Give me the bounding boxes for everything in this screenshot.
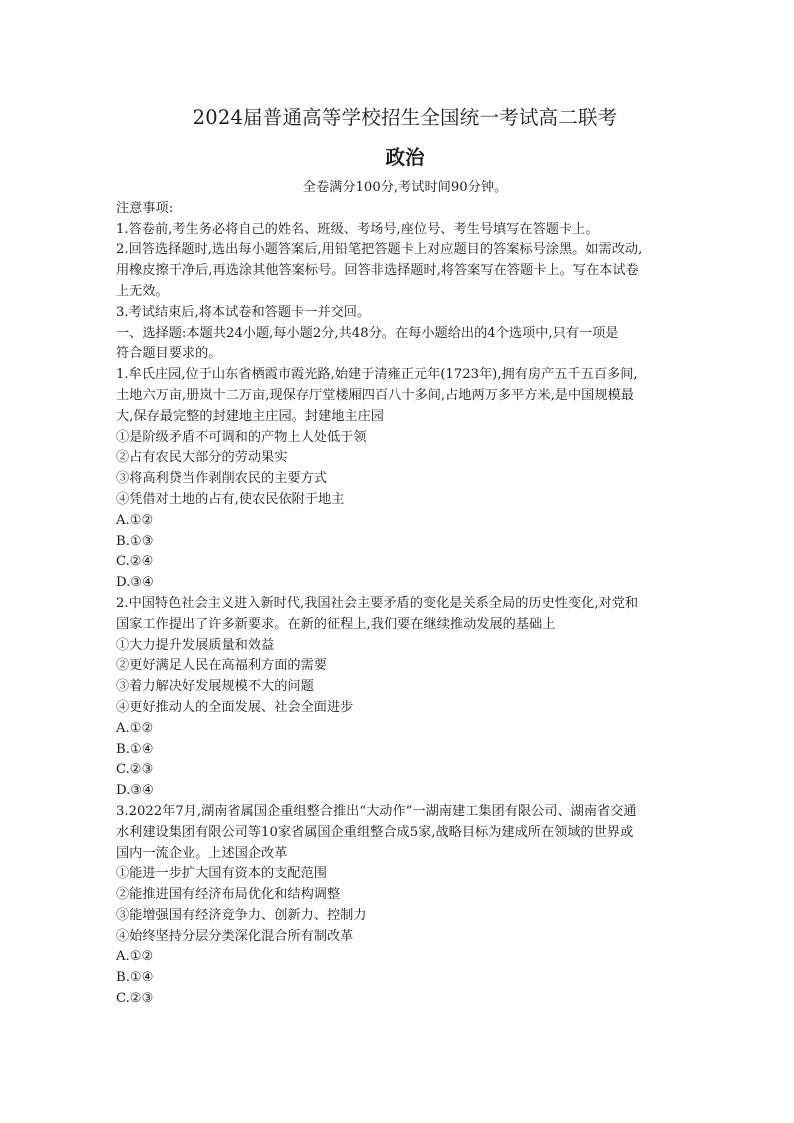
answer-option-b: B.①④ <box>116 741 154 757</box>
notes-line: 3.考试结束后,将本试卷和答题卡一并交回。 <box>116 304 371 320</box>
question-item: ④更好推动人的全面发展、社会全面进步 <box>116 699 354 715</box>
question-3 <box>116 802 694 1010</box>
section-heading <box>116 324 694 366</box>
question-stem: 国家工作提出了许多新要求。在新的征程上,我们要在继续推动发展的基础上 <box>116 616 556 632</box>
question-item: ③能增强国有经济竞争力、创新力、控制力 <box>116 907 367 923</box>
exam-info: 全卷满分100分,考试时间90分钟。 <box>302 180 508 195</box>
question-item: ①大力提升发展质量和效益 <box>116 637 275 653</box>
answer-option-b: B.①④ <box>116 970 154 986</box>
answer-option-a: A.①② <box>116 512 154 528</box>
notes-heading: 注意事项: <box>116 200 174 216</box>
question-stem: 土地六万亩,册岚十二万亩,现保存厅堂楼厢四百八十多间,占地两万多平方米,是中国规模最 <box>116 387 634 403</box>
section-line: 一、选择题:本题共24小题,每小题2分,共48分。在每小题给出的4个选项中,只有一项是 <box>116 325 619 341</box>
answer-option-c: C.②③ <box>116 991 154 1007</box>
question-item: ②占有农民大部分的劳动果实 <box>116 450 288 466</box>
question-item: ①是阶级矛盾不可调和的产物上人处低于领 <box>116 429 367 445</box>
notes-line: 2.回答选择题时,选出每小题答案后,用铅笔把答题卡上对应题目的答案标号涂黑。如需改动, <box>116 242 643 258</box>
section-line: 符合题目要求的。 <box>116 346 222 362</box>
question-stem: 国内一流企业。上述国企改革 <box>116 845 288 861</box>
notes-line: 用橡皮擦干净后,再选涂其他答案标号。回答非选择题时,将答案写在答题卡上。写在本试卷 <box>116 263 639 279</box>
question-item: ④始终坚持分层分类深化混合所有制改革 <box>116 928 354 944</box>
question-item: ③着力解决好发展规模不大的问题 <box>116 679 314 695</box>
question-stem: 1.牟氏庄园,位于山东省栖霞市霞光路,始建于清雍正元年(1723年),拥有房产五千五百多间, <box>116 367 638 383</box>
answer-option-c: C.②③ <box>116 762 154 778</box>
answer-option-d: D.③④ <box>116 575 154 591</box>
answer-option-a: A.①② <box>116 720 154 736</box>
question-stem: 大,保存最完整的封建地主庄园。封建地主庄园 <box>116 408 384 424</box>
question-item: ①能进一步扩大国有资本的支配范围 <box>116 866 327 882</box>
question-stem: 2.中国特色社会主义进入新时代,我国社会主要矛盾的变化是关系全局的历史性变化,对党和 <box>116 595 639 611</box>
question-stem: 水利建设集团有限公司等10家省属国企重组整合成5家,战略目标为建成所在领域的世界或 <box>116 824 634 840</box>
answer-option-c: C.②④ <box>116 554 154 570</box>
answer-option-d: D.③④ <box>116 783 154 799</box>
answer-option-a: A.①② <box>116 949 154 965</box>
notes-line: 上无效。 <box>116 283 169 299</box>
question-item: ④凭借对土地的占有,使农民依附于地主 <box>116 491 345 507</box>
exam-title: 2024届普通高等学校招生全国统一考试高二联考 <box>192 106 618 129</box>
question-item: ③将高利贷当作剥削农民的主要方式 <box>116 471 327 487</box>
notes-block <box>116 199 694 324</box>
question-item: ②能推进国有经济布局优化和结构调整 <box>116 887 341 903</box>
answer-option-b: B.①③ <box>116 533 154 549</box>
question-stem: 3.2022年7月,湖南省属国企重组整合推出“大动作”一湖南建工集团有限公司、湖南省交通 <box>116 803 637 819</box>
question-1 <box>116 365 694 594</box>
notes-line: 1.答卷前,考生务必将自己的姓名、班级、考场号,座位号、考生号填写在答题卡上。 <box>116 221 599 237</box>
exam-subject: 政治 <box>385 146 425 169</box>
question-item: ②更好满足人民在高福利方面的需要 <box>116 658 327 674</box>
question-2 <box>116 594 694 802</box>
